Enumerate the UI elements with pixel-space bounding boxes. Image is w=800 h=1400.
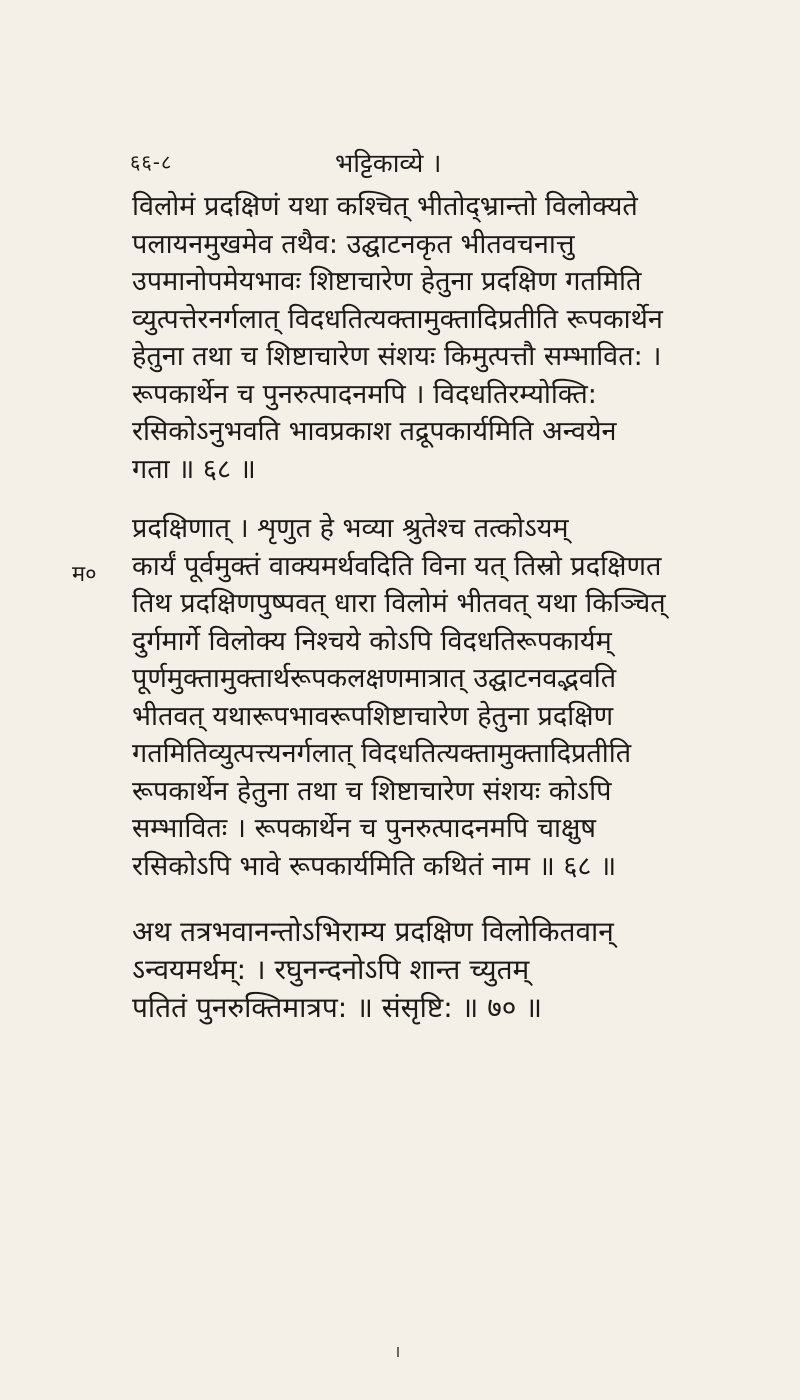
text-line: गतमितिव्युत्पत्त्यनर्गलात् विदधतित्यक्तामुक्तादिप्रतीति <box>132 738 632 769</box>
text-line: व्युत्पत्तेरनर्गलात् विदधतित्यक्तामुक्तादिप्रतीति रूपकार्थेन <box>132 303 663 335</box>
margin-note: म० <box>72 562 97 587</box>
text-line: दुर्गमार्गे विलोक्य निश्चये कोऽपि विदधतिरूपकार्यम् <box>132 625 612 657</box>
verse-line: अथ तत्रभवानन्तोऽभिराम्य प्रदक्षिण विलोकितवान् <box>132 915 614 948</box>
text-line: उपमानोपमेयभावः शिष्टाचारेण हेतुना प्रदक्षिण गतमिति <box>132 266 642 297</box>
text-line: रसिकोऽपि भावे रूपकार्यमिति कथितं नाम ॥ ६८ ॥ <box>132 850 617 882</box>
verse-gap <box>132 885 672 913</box>
page-number: ६६-८ <box>130 150 173 174</box>
text-line: विलोमं प्रदक्षिणं यथा कश्चित् भीतोद्भ्रान्तो विलोक्यते <box>132 191 638 222</box>
verse-line: ऽन्वयमर्थम्: । रघुनन्दनोऽपि शान्त च्युतम् <box>132 953 530 986</box>
page-header <box>130 148 670 178</box>
text-line: हेतुना तथा च शिष्टाचारेण संशयः किमुत्पत्तौ सम्भावित: । <box>132 341 662 372</box>
text-line: तिथ प्रदक्षिणपुष्पवत् धारा विलोमं भीतवत् यथा किञ्चित् <box>132 588 666 619</box>
running-title: भट्टिकाव्ये । <box>335 149 442 179</box>
text-line: सम्भावितः । रूपकार्थेन च पुनरुत्पादनमपि चाक्षुष <box>132 813 596 844</box>
text-line: गता ॥ ६८ ॥ <box>132 453 256 485</box>
print-mark <box>397 1347 399 1357</box>
text-line: प्रदक्षिणात् । शृणुत हे भव्या श्रुतेश्च तत्कोऽयम् <box>132 513 569 544</box>
text-line: भीतवत् यथारूपभावरूपशिष्टाचारेण हेतुना प्रदक्षिण <box>132 700 614 732</box>
text-line: रूपकार्थेन हेतुना तथा च शिष्टाचारेण संशयः कोऽपि <box>132 775 612 807</box>
text-line: रसिकोऽनुभवति भावप्रकाश तद्रूपकार्यमिति अन्वयेन <box>132 416 617 447</box>
commentary-paragraph-2 <box>132 510 672 885</box>
text-line: रूपकार्थेन च पुनरुत्पादनमपि । विदधतिरम्योक्ति: <box>132 378 597 410</box>
text-line: पलायनमुखमेव तथैव: उद्घाटनकृत भीतवचनात्तु <box>132 228 575 260</box>
page-body <box>132 188 672 1027</box>
text-line: पूर्णमुक्तामुक्तार्थरूपकलक्षणमात्रात् उद्घाटनवद्भवति <box>132 663 617 694</box>
verse-line: पतितं पुनरुक्तिमात्रप: ॥ संसृष्टि: ॥ ७० ॥ <box>132 991 543 1024</box>
text-line: कार्यं पूर्वमुक्तं वाक्यमर्थवदिति विना यत् तिस्रो प्रदक्षिणत <box>132 550 662 582</box>
verse-block <box>132 913 672 1027</box>
paragraph-gap <box>132 488 672 510</box>
commentary-paragraph-1 <box>132 188 672 488</box>
